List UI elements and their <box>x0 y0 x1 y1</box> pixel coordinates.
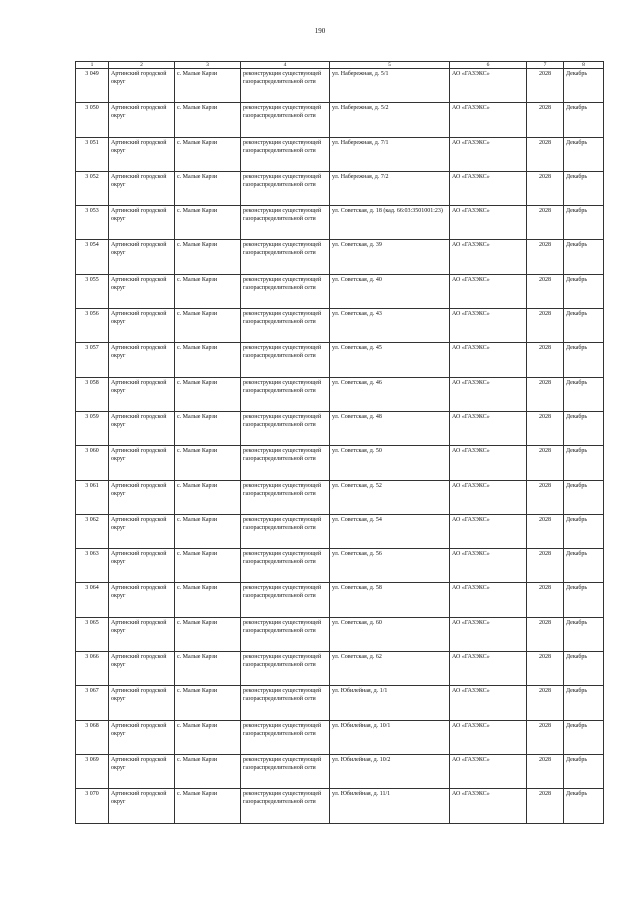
work-type-cell: реконструкция существующей газораспределительной сети <box>241 446 330 480</box>
settlement-cell: с. Малые Карзи <box>175 171 241 205</box>
settlement-cell: с. Малые Карзи <box>175 480 241 514</box>
month-cell: Декабрь <box>564 789 604 823</box>
operator-cell: АО «ГАЗЭКС» <box>450 69 527 103</box>
month-cell: Декабрь <box>564 171 604 205</box>
work-type-cell: реконструкция существующей газораспределительной сети <box>241 171 330 205</box>
year-cell: 2028 <box>527 652 564 686</box>
settlement-cell: с. Малые Карзи <box>175 240 241 274</box>
month-cell: Декабрь <box>564 754 604 788</box>
address-cell: ул. Советская, д. 62 <box>330 652 450 686</box>
work-type-cell: реконструкция существующей газораспределительной сети <box>241 274 330 308</box>
settlement-cell: с. Малые Карзи <box>175 446 241 480</box>
table-row <box>76 583 604 617</box>
month-cell: Декабрь <box>564 377 604 411</box>
settlement-cell: с. Малые Карзи <box>175 686 241 720</box>
row-number: 3 049 <box>76 69 109 103</box>
district-cell: Артинский городской округ <box>109 137 175 171</box>
settlement-cell: с. Малые Карзи <box>175 137 241 171</box>
year-cell: 2028 <box>527 274 564 308</box>
district-cell: Артинский городской округ <box>109 274 175 308</box>
work-type-cell: реконструкция существующей газораспределительной сети <box>241 480 330 514</box>
month-cell: Декабрь <box>564 137 604 171</box>
settlement-cell: с. Малые Карзи <box>175 274 241 308</box>
year-cell: 2028 <box>527 309 564 343</box>
address-cell: ул. Советская, д. 45 <box>330 343 450 377</box>
operator-cell: АО «ГАЗЭКС» <box>450 652 527 686</box>
month-cell: Декабрь <box>564 206 604 240</box>
address-cell: ул. Советская, д. 43 <box>330 309 450 343</box>
month-cell: Декабрь <box>564 583 604 617</box>
work-type-cell: реконструкция существующей газораспределительной сети <box>241 720 330 754</box>
district-cell: Артинский городской округ <box>109 377 175 411</box>
work-type-cell: реконструкция существующей газораспределительной сети <box>241 789 330 823</box>
month-cell: Декабрь <box>564 103 604 137</box>
table-row <box>76 446 604 480</box>
address-cell: ул. Юбилейная, д. 1/1 <box>330 686 450 720</box>
district-cell: Артинский городской округ <box>109 617 175 651</box>
district-cell: Артинский городской округ <box>109 69 175 103</box>
operator-cell: АО «ГАЗЭКС» <box>450 103 527 137</box>
year-cell: 2028 <box>527 686 564 720</box>
district-cell: Артинский городской округ <box>109 309 175 343</box>
year-cell: 2028 <box>527 583 564 617</box>
row-number: 3 055 <box>76 274 109 308</box>
row-number: 3 054 <box>76 240 109 274</box>
district-cell: Артинский городской округ <box>109 652 175 686</box>
row-number: 3 058 <box>76 377 109 411</box>
district-cell: Артинский городской округ <box>109 103 175 137</box>
address-cell: ул. Юбилейная, д. 10/2 <box>330 754 450 788</box>
settlement-cell: с. Малые Карзи <box>175 789 241 823</box>
row-number: 3 070 <box>76 789 109 823</box>
row-number: 3 068 <box>76 720 109 754</box>
month-cell: Декабрь <box>564 514 604 548</box>
district-cell: Артинский городской округ <box>109 583 175 617</box>
operator-cell: АО «ГАЗЭКС» <box>450 343 527 377</box>
work-type-cell: реконструкция существующей газораспределительной сети <box>241 686 330 720</box>
district-cell: Артинский городской округ <box>109 549 175 583</box>
district-cell: Артинский городской округ <box>109 754 175 788</box>
month-cell: Декабрь <box>564 686 604 720</box>
month-cell: Декабрь <box>564 69 604 103</box>
month-cell: Декабрь <box>564 720 604 754</box>
work-type-cell: реконструкция существующей газораспределительной сети <box>241 549 330 583</box>
year-cell: 2028 <box>527 137 564 171</box>
row-number: 3 066 <box>76 652 109 686</box>
district-cell: Артинский городской округ <box>109 411 175 445</box>
address-cell: ул. Набережная, д. 5/1 <box>330 69 450 103</box>
operator-cell: АО «ГАЗЭКС» <box>450 274 527 308</box>
year-cell: 2028 <box>527 720 564 754</box>
district-cell: Артинский городской округ <box>109 446 175 480</box>
work-type-cell: реконструкция существующей газораспределительной сети <box>241 206 330 240</box>
month-cell: Декабрь <box>564 240 604 274</box>
work-type-cell: реконструкция существующей газораспределительной сети <box>241 754 330 788</box>
table-row <box>76 206 604 240</box>
table-row <box>76 171 604 205</box>
settlement-cell: с. Малые Карзи <box>175 377 241 411</box>
column-number-row <box>76 62 604 69</box>
work-type-cell: реконструкция существующей газораспределительной сети <box>241 583 330 617</box>
year-cell: 2028 <box>527 377 564 411</box>
month-cell: Декабрь <box>564 617 604 651</box>
year-cell: 2028 <box>527 514 564 548</box>
district-cell: Артинский городской округ <box>109 514 175 548</box>
month-cell: Декабрь <box>564 411 604 445</box>
table-row <box>76 103 604 137</box>
work-type-cell: реконструкция существующей газораспределительной сети <box>241 69 330 103</box>
address-cell: ул. Набережная, д. 5/2 <box>330 103 450 137</box>
year-cell: 2028 <box>527 69 564 103</box>
column-header: 2 <box>109 62 175 69</box>
work-type-cell: реконструкция существующей газораспределительной сети <box>241 377 330 411</box>
table-body <box>76 69 604 824</box>
operator-cell: АО «ГАЗЭКС» <box>450 549 527 583</box>
table-row <box>76 343 604 377</box>
table-row <box>76 480 604 514</box>
operator-cell: АО «ГАЗЭКС» <box>450 617 527 651</box>
operator-cell: АО «ГАЗЭКС» <box>450 789 527 823</box>
settlement-cell: с. Малые Карзи <box>175 206 241 240</box>
district-cell: Артинский городской округ <box>109 240 175 274</box>
address-cell: ул. Советская, д. 39 <box>330 240 450 274</box>
month-cell: Декабрь <box>564 309 604 343</box>
table-row <box>76 754 604 788</box>
row-number: 3 060 <box>76 446 109 480</box>
work-type-cell: реконструкция существующей газораспределительной сети <box>241 137 330 171</box>
table-row <box>76 549 604 583</box>
row-number: 3 063 <box>76 549 109 583</box>
work-type-cell: реконструкция существующей газораспределительной сети <box>241 411 330 445</box>
row-number: 3 050 <box>76 103 109 137</box>
operator-cell: АО «ГАЗЭКС» <box>450 137 527 171</box>
month-cell: Декабрь <box>564 343 604 377</box>
year-cell: 2028 <box>527 343 564 377</box>
address-cell: ул. Советская, д. 18 (кад. 66:03:3501001:23) <box>330 206 450 240</box>
table-row <box>76 411 604 445</box>
column-header: 4 <box>241 62 330 69</box>
settlement-cell: с. Малые Карзи <box>175 411 241 445</box>
year-cell: 2028 <box>527 171 564 205</box>
operator-cell: АО «ГАЗЭКС» <box>450 754 527 788</box>
table-row <box>76 652 604 686</box>
address-cell: ул. Советская, д. 50 <box>330 446 450 480</box>
operator-cell: АО «ГАЗЭКС» <box>450 720 527 754</box>
table-row <box>76 789 604 823</box>
row-number: 3 051 <box>76 137 109 171</box>
operator-cell: АО «ГАЗЭКС» <box>450 514 527 548</box>
operator-cell: АО «ГАЗЭКС» <box>450 206 527 240</box>
year-cell: 2028 <box>527 103 564 137</box>
work-type-cell: реконструкция существующей газораспределительной сети <box>241 343 330 377</box>
address-cell: ул. Набережная, д. 7/2 <box>330 171 450 205</box>
address-cell: ул. Советская, д. 54 <box>330 514 450 548</box>
row-number: 3 067 <box>76 686 109 720</box>
column-header: 8 <box>564 62 604 69</box>
month-cell: Декабрь <box>564 274 604 308</box>
work-type-cell: реконструкция существующей газораспределительной сети <box>241 617 330 651</box>
row-number: 3 057 <box>76 343 109 377</box>
column-header: 6 <box>450 62 527 69</box>
column-header: 7 <box>527 62 564 69</box>
settlement-cell: с. Малые Карзи <box>175 343 241 377</box>
row-number: 3 064 <box>76 583 109 617</box>
work-type-cell: реконструкция существующей газораспределительной сети <box>241 240 330 274</box>
settlement-cell: с. Малые Карзи <box>175 549 241 583</box>
month-cell: Декабрь <box>564 480 604 514</box>
row-number: 3 061 <box>76 480 109 514</box>
operator-cell: АО «ГАЗЭКС» <box>450 309 527 343</box>
district-cell: Артинский городской округ <box>109 789 175 823</box>
table-row <box>76 686 604 720</box>
row-number: 3 059 <box>76 411 109 445</box>
month-cell: Декабрь <box>564 446 604 480</box>
work-type-cell: реконструкция существующей газораспределительной сети <box>241 103 330 137</box>
district-cell: Артинский городской округ <box>109 206 175 240</box>
district-cell: Артинский городской округ <box>109 480 175 514</box>
year-cell: 2028 <box>527 446 564 480</box>
settlement-cell: с. Малые Карзи <box>175 514 241 548</box>
district-cell: Артинский городской округ <box>109 720 175 754</box>
row-number: 3 065 <box>76 617 109 651</box>
address-cell: ул. Советская, д. 60 <box>330 617 450 651</box>
address-cell: ул. Советская, д. 56 <box>330 549 450 583</box>
table-row <box>76 617 604 651</box>
column-header: 3 <box>175 62 241 69</box>
address-cell: ул. Советская, д. 58 <box>330 583 450 617</box>
month-cell: Декабрь <box>564 549 604 583</box>
row-number: 3 053 <box>76 206 109 240</box>
operator-cell: АО «ГАЗЭКС» <box>450 446 527 480</box>
column-header: 5 <box>330 62 450 69</box>
operator-cell: АО «ГАЗЭКС» <box>450 480 527 514</box>
settlement-cell: с. Малые Карзи <box>175 652 241 686</box>
row-number: 3 056 <box>76 309 109 343</box>
operator-cell: АО «ГАЗЭКС» <box>450 583 527 617</box>
year-cell: 2028 <box>527 754 564 788</box>
column-header: 1 <box>76 62 109 69</box>
address-cell: ул. Юбилейная, д. 11/1 <box>330 789 450 823</box>
address-cell: ул. Советская, д. 52 <box>330 480 450 514</box>
year-cell: 2028 <box>527 549 564 583</box>
settlement-cell: с. Малые Карзи <box>175 754 241 788</box>
table-row <box>76 377 604 411</box>
table-row <box>76 514 604 548</box>
operator-cell: АО «ГАЗЭКС» <box>450 377 527 411</box>
district-cell: Артинский городской округ <box>109 686 175 720</box>
table-row <box>76 274 604 308</box>
year-cell: 2028 <box>527 411 564 445</box>
year-cell: 2028 <box>527 240 564 274</box>
address-cell: ул. Советская, д. 40 <box>330 274 450 308</box>
work-type-cell: реконструкция существующей газораспределительной сети <box>241 309 330 343</box>
address-cell: ул. Юбилейная, д. 10/1 <box>330 720 450 754</box>
settlement-cell: с. Малые Карзи <box>175 103 241 137</box>
month-cell: Декабрь <box>564 652 604 686</box>
year-cell: 2028 <box>527 206 564 240</box>
operator-cell: АО «ГАЗЭКС» <box>450 686 527 720</box>
row-number: 3 069 <box>76 754 109 788</box>
settlement-cell: с. Малые Карзи <box>175 617 241 651</box>
settlement-cell: с. Малые Карзи <box>175 720 241 754</box>
table-row <box>76 309 604 343</box>
page-number: 190 <box>314 27 326 35</box>
work-type-cell: реконструкция существующей газораспределительной сети <box>241 652 330 686</box>
address-cell: ул. Советская, д. 46 <box>330 377 450 411</box>
work-type-cell: реконструкция существующей газораспределительной сети <box>241 514 330 548</box>
row-number: 3 052 <box>76 171 109 205</box>
address-cell: ул. Набережная, д. 7/1 <box>330 137 450 171</box>
year-cell: 2028 <box>527 789 564 823</box>
table-row <box>76 137 604 171</box>
operator-cell: АО «ГАЗЭКС» <box>450 240 527 274</box>
operator-cell: АО «ГАЗЭКС» <box>450 171 527 205</box>
table-row <box>76 69 604 103</box>
settlement-cell: с. Малые Карзи <box>175 309 241 343</box>
table-row <box>76 240 604 274</box>
district-cell: Артинский городской округ <box>109 343 175 377</box>
address-cell: ул. Советская, д. 48 <box>330 411 450 445</box>
table-row <box>76 720 604 754</box>
settlement-cell: с. Малые Карзи <box>175 583 241 617</box>
row-number: 3 062 <box>76 514 109 548</box>
district-cell: Артинский городской округ <box>109 171 175 205</box>
operator-cell: АО «ГАЗЭКС» <box>450 411 527 445</box>
settlement-cell: с. Малые Карзи <box>175 69 241 103</box>
year-cell: 2028 <box>527 617 564 651</box>
year-cell: 2028 <box>527 480 564 514</box>
registry-table <box>75 61 604 824</box>
